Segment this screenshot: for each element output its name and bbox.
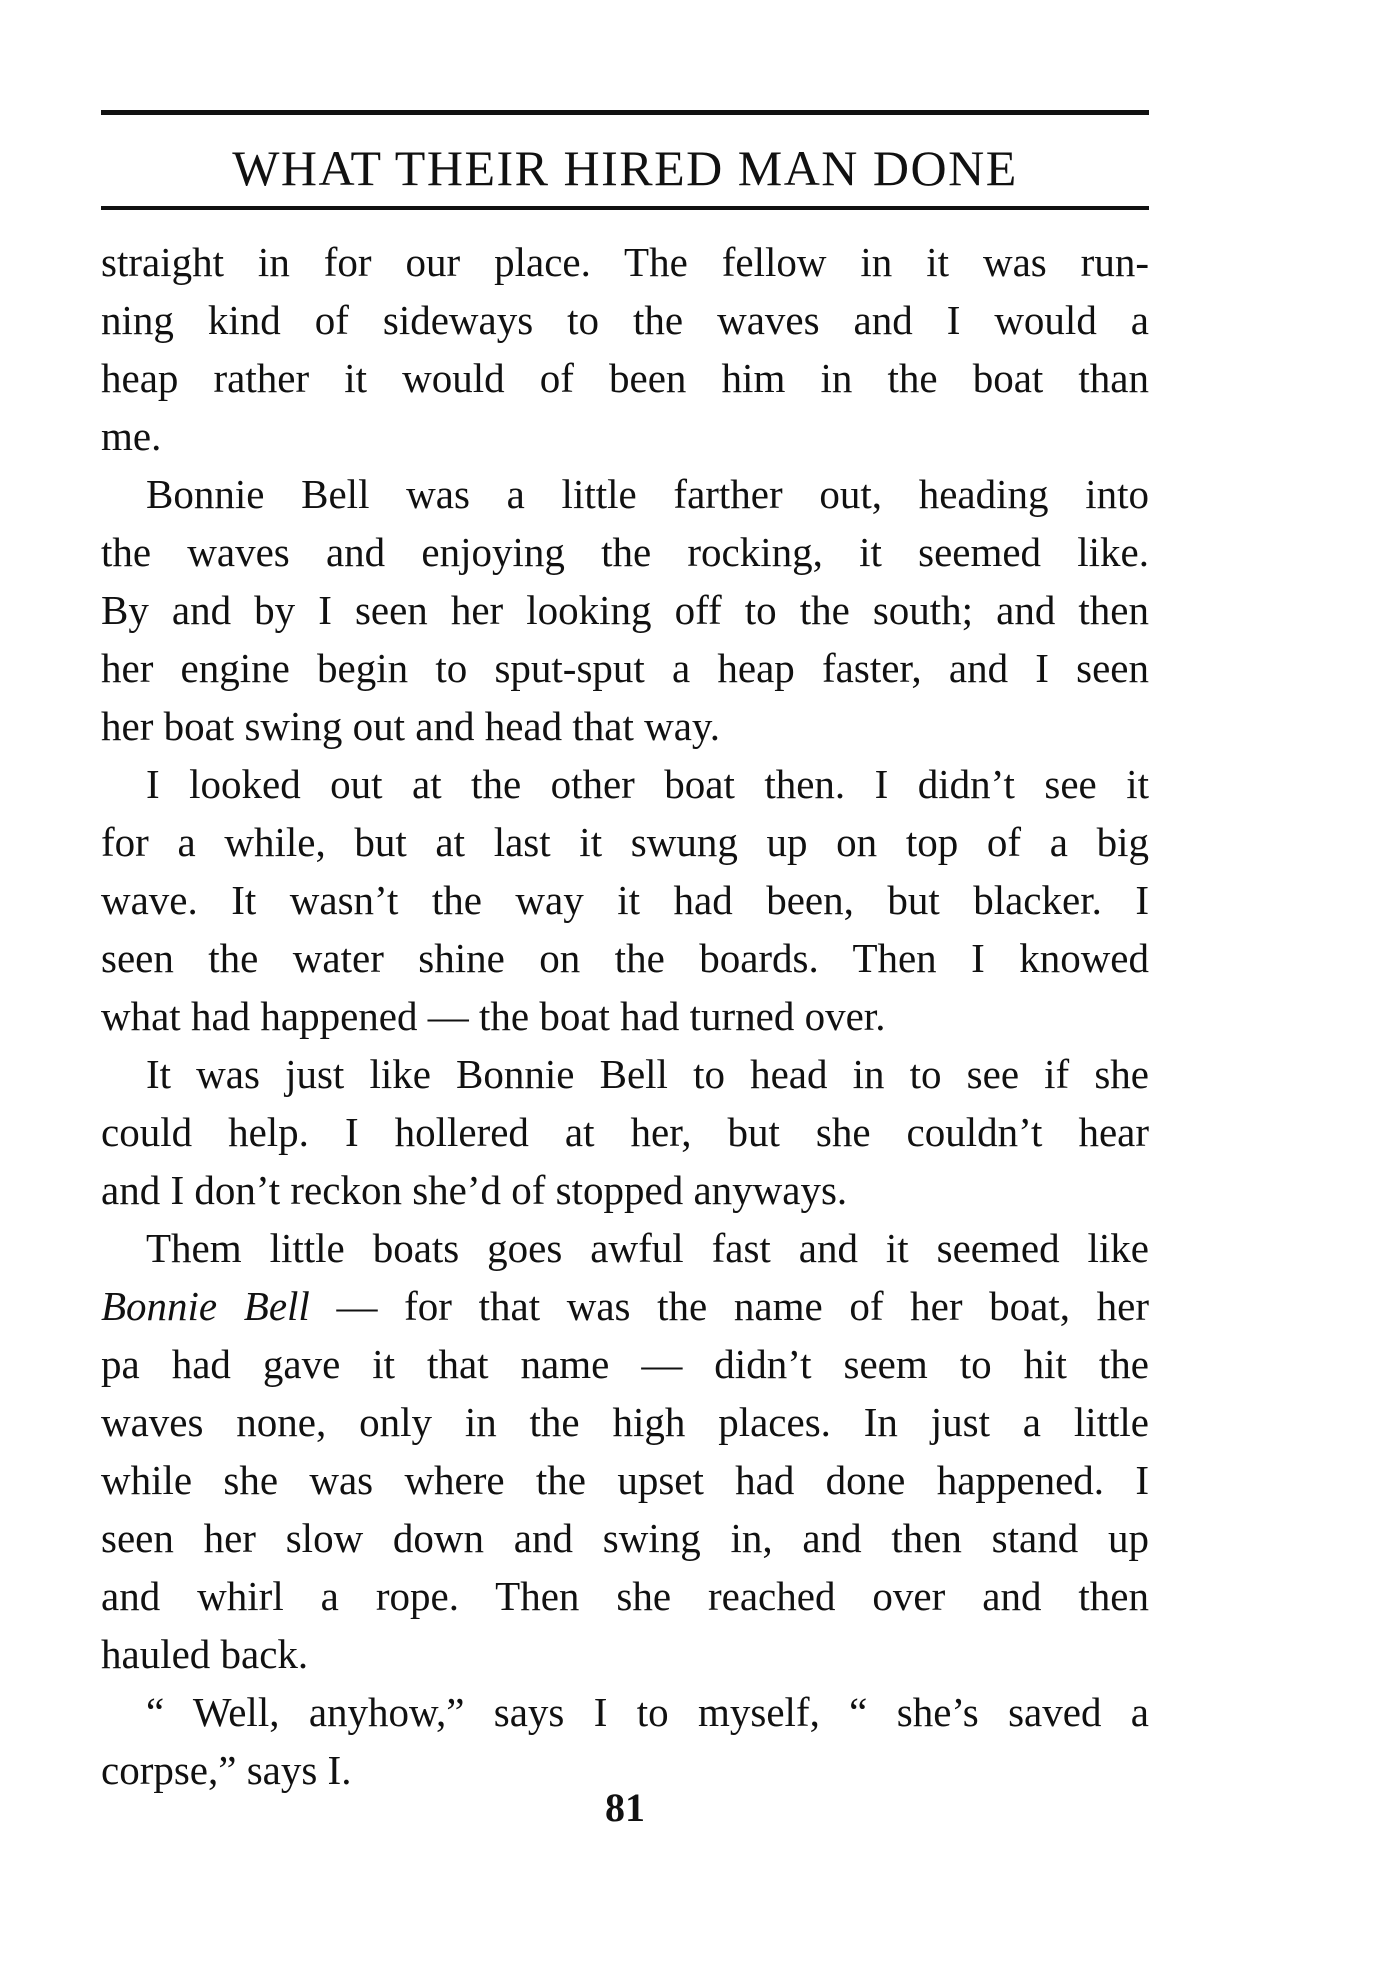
text-line: her boat swing out and head that way. [101, 703, 721, 749]
text-line: while she was where the upset had done happened. I [101, 1457, 1149, 1503]
text-line: and whirl a rope. Then she reached over and then [101, 1573, 1149, 1619]
text-line: waves none, only in the high places. In just a little [101, 1399, 1149, 1445]
boat-name-italic: Bonnie Bell [101, 1283, 310, 1329]
text-line: By and by I seen her looking off to the south; and then [101, 587, 1149, 633]
text-line: Bonnie Bell was a little farther out, heading into [146, 471, 1149, 517]
paragraph-1 [101, 233, 1149, 465]
page-number: 81 [605, 1785, 645, 1830]
header-rule-top [101, 110, 1149, 115]
text-line: seen her slow down and swing in, and then stand up [101, 1515, 1149, 1561]
text-line: ning kind of sideways to the waves and I would a [101, 297, 1149, 343]
paragraph-5 [101, 1219, 1149, 1683]
text-line: I looked out at the other boat then. I didn’t see it [146, 761, 1149, 807]
text-line: me. [101, 413, 162, 459]
book-page [101, 110, 1149, 1830]
text-line: corpse,” says I. [101, 1747, 352, 1793]
text-fragment: — for that was the name of her boat, her [309, 1283, 1149, 1329]
text-line: It was just like Bonnie Bell to head in to see if she [146, 1051, 1149, 1097]
body-text [101, 233, 1149, 1799]
text-line: wave. It wasn’t the way it had been, but blacker. I [101, 877, 1149, 923]
paragraph-3 [101, 755, 1149, 1045]
text-line: and I don’t reckon she’d of stopped anyways. [101, 1167, 848, 1213]
paragraph-2 [101, 465, 1149, 755]
paragraph-6 [101, 1683, 1149, 1799]
text-line: pa had gave it that name — didn’t seem to hit the [101, 1341, 1149, 1387]
text-line-with-boat-name [101, 1277, 1149, 1335]
text-line: her engine begin to sput-sput a heap faster, and I seen [101, 645, 1149, 691]
text-line: could help. I hollered at her, but she couldn’t hear [101, 1109, 1149, 1155]
text-line: heap rather it would of been him in the boat than [101, 355, 1149, 401]
text-line: Them little boats goes awful fast and it seemed like [146, 1225, 1149, 1271]
text-line: hauled back. [101, 1631, 309, 1677]
header-rule-bottom [101, 206, 1149, 210]
running-head: WHAT THEIR HIRED MAN DONE [232, 140, 1018, 196]
text-line: for a while, but at last it swung up on top of a big [101, 819, 1149, 865]
paragraph-4 [101, 1045, 1149, 1219]
text-line: seen the water shine on the boards. Then I knowed [101, 935, 1149, 981]
text-line: “ Well, anyhow,” says I to myself, “ she’s saved a [146, 1689, 1149, 1735]
text-line: straight in for our place. The fellow in it was run- [101, 239, 1149, 285]
text-line: what had happened — the boat had turned over. [101, 993, 886, 1039]
text-line: the waves and enjoying the rocking, it seemed like. [101, 529, 1149, 575]
